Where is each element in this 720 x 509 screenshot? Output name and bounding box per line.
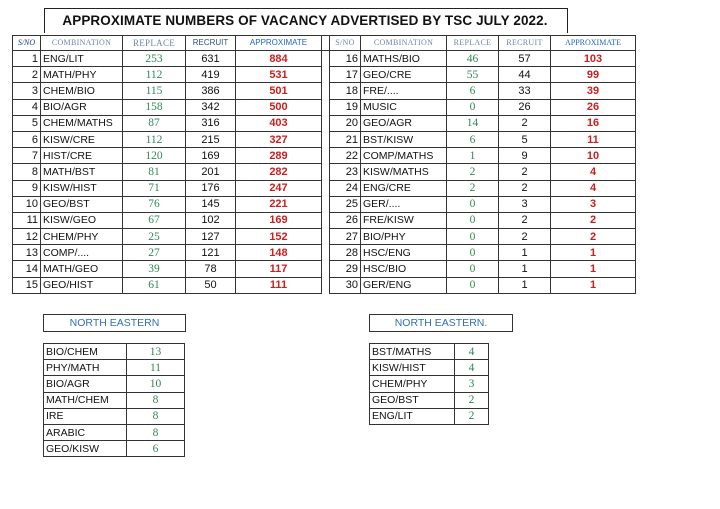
table-gap xyxy=(322,83,330,99)
recruit-cell: 2 xyxy=(499,115,551,131)
replace-cell: 2 xyxy=(447,180,499,196)
recruit-cell: 386 xyxy=(186,83,236,99)
replace-cell: 0 xyxy=(447,277,499,293)
replace-cell: 0 xyxy=(447,245,499,261)
replace-cell: 6 xyxy=(447,83,499,99)
approximate-cell: 1 xyxy=(551,261,636,277)
table-gap xyxy=(322,115,330,131)
replace-cell: 158 xyxy=(123,99,186,115)
recruit-cell: 44 xyxy=(499,67,551,83)
approximate-cell: 39 xyxy=(551,83,636,99)
combination-cell: HSC/ENG xyxy=(361,245,447,261)
vacancy-table-body xyxy=(13,51,636,294)
combination-cell: GEO/BST xyxy=(41,196,123,212)
vacancy-count-cell: 13 xyxy=(127,344,185,360)
header-approximate: APPROXIMATE xyxy=(236,36,322,51)
sno-cell: 6 xyxy=(13,131,41,147)
sno-cell: 25 xyxy=(330,196,361,212)
table-gap xyxy=(322,277,330,293)
header-sno-right: S/NO xyxy=(330,36,361,51)
subject-cell: BIO/CHEM xyxy=(44,344,127,360)
header-recruit: RECRUIT xyxy=(186,36,236,51)
recruit-cell: 33 xyxy=(499,83,551,99)
subject-cell: IRE xyxy=(44,408,127,424)
combination-cell: MATHS/BIO xyxy=(361,51,447,67)
combination-cell: HIST/CRE xyxy=(41,148,123,164)
replace-cell: 81 xyxy=(123,164,186,180)
approximate-cell: 501 xyxy=(236,83,322,99)
replace-cell: 25 xyxy=(123,229,186,245)
table-row xyxy=(13,51,636,67)
vacancy-count-cell: 6 xyxy=(127,441,185,457)
list-item xyxy=(44,424,185,440)
sno-cell: 5 xyxy=(13,115,41,131)
vacancy-count-cell: 2 xyxy=(455,392,489,408)
approximate-cell: 4 xyxy=(551,180,636,196)
recruit-cell: 342 xyxy=(186,99,236,115)
combination-cell: MATH/PHY xyxy=(41,67,123,83)
sno-cell: 8 xyxy=(13,164,41,180)
sno-cell: 9 xyxy=(13,180,41,196)
vacancy-count-cell: 8 xyxy=(127,424,185,440)
sno-cell: 11 xyxy=(13,212,41,228)
table-gap xyxy=(322,245,330,261)
header-replace: REPLACE xyxy=(123,36,186,51)
table-row xyxy=(13,212,636,228)
recruit-cell: 102 xyxy=(186,212,236,228)
header-sno: S/NO xyxy=(13,36,41,51)
combination-cell: ENG/CRE xyxy=(361,180,447,196)
combination-cell: MATH/BST xyxy=(41,164,123,180)
combination-cell: COMP/MATHS xyxy=(361,148,447,164)
sno-cell: 16 xyxy=(330,51,361,67)
table-row xyxy=(13,131,636,147)
combination-cell: BIO/PHY xyxy=(361,229,447,245)
table-gap xyxy=(322,196,330,212)
sno-cell: 4 xyxy=(13,99,41,115)
approximate-cell: 282 xyxy=(236,164,322,180)
recruit-cell: 127 xyxy=(186,229,236,245)
table-row xyxy=(13,229,636,245)
table-row xyxy=(13,261,636,277)
north-eastern-label-left: NORTH EASTERN xyxy=(43,314,186,332)
combination-cell: CHEM/MATHS xyxy=(41,115,123,131)
replace-cell: 0 xyxy=(447,196,499,212)
combination-cell: GER/.... xyxy=(361,196,447,212)
combination-cell: BST/KISW xyxy=(361,131,447,147)
sno-cell: 28 xyxy=(330,245,361,261)
list-item xyxy=(370,392,489,408)
vacancy-count-cell: 4 xyxy=(455,344,489,360)
table-row xyxy=(13,245,636,261)
table-row xyxy=(13,277,636,293)
replace-cell: 6 xyxy=(447,131,499,147)
recruit-cell: 176 xyxy=(186,180,236,196)
subject-cell: BIO/AGR xyxy=(44,376,127,392)
sno-cell: 3 xyxy=(13,83,41,99)
approximate-cell: 1 xyxy=(551,245,636,261)
table-row xyxy=(13,99,636,115)
replace-cell: 2 xyxy=(447,164,499,180)
sno-cell: 1 xyxy=(13,51,41,67)
list-item xyxy=(44,360,185,376)
replace-cell: 27 xyxy=(123,245,186,261)
recruit-cell: 121 xyxy=(186,245,236,261)
recruit-cell: 78 xyxy=(186,261,236,277)
recruit-cell: 2 xyxy=(499,164,551,180)
list-item xyxy=(370,408,489,424)
approximate-cell: 247 xyxy=(236,180,322,196)
recruit-cell: 5 xyxy=(499,131,551,147)
table-gap xyxy=(322,212,330,228)
list-item xyxy=(370,376,489,392)
combination-cell: GEO/HIST xyxy=(41,277,123,293)
recruit-cell: 3 xyxy=(499,196,551,212)
north-eastern-table-right xyxy=(369,343,489,425)
header-combination-right: COMBINATION xyxy=(361,36,447,51)
table-gap xyxy=(322,164,330,180)
replace-cell: 76 xyxy=(123,196,186,212)
replace-cell: 55 xyxy=(447,67,499,83)
sno-cell: 27 xyxy=(330,229,361,245)
recruit-cell: 9 xyxy=(499,148,551,164)
recruit-cell: 169 xyxy=(186,148,236,164)
combination-cell: BIO/AGR xyxy=(41,99,123,115)
recruit-cell: 1 xyxy=(499,261,551,277)
approximate-cell: 11 xyxy=(551,131,636,147)
vacancy-count-cell: 2 xyxy=(455,408,489,424)
replace-cell: 115 xyxy=(123,83,186,99)
subject-cell: KISW/HIST xyxy=(370,360,455,376)
combination-cell: KISW/GEO xyxy=(41,212,123,228)
approximate-cell: 148 xyxy=(236,245,322,261)
approximate-cell: 2 xyxy=(551,212,636,228)
table-row xyxy=(13,148,636,164)
subject-cell: MATH/CHEM xyxy=(44,392,127,408)
table-row xyxy=(13,67,636,83)
approximate-cell: 169 xyxy=(236,212,322,228)
sno-cell: 14 xyxy=(13,261,41,277)
replace-cell: 120 xyxy=(123,148,186,164)
list-item xyxy=(370,360,489,376)
north-eastern-table-left xyxy=(43,343,185,457)
sno-cell: 18 xyxy=(330,83,361,99)
sno-cell: 10 xyxy=(13,196,41,212)
combination-cell: HSC/BIO xyxy=(361,261,447,277)
replace-cell: 67 xyxy=(123,212,186,228)
approximate-cell: 117 xyxy=(236,261,322,277)
table-gap xyxy=(322,180,330,196)
combination-cell: KISW/CRE xyxy=(41,131,123,147)
combination-cell: COMP/.... xyxy=(41,245,123,261)
approximate-cell: 103 xyxy=(551,51,636,67)
table-row xyxy=(13,83,636,99)
table-row xyxy=(13,196,636,212)
replace-cell: 46 xyxy=(447,51,499,67)
table-gap xyxy=(322,51,330,67)
recruit-cell: 1 xyxy=(499,245,551,261)
replace-cell: 253 xyxy=(123,51,186,67)
table-row xyxy=(13,164,636,180)
combination-cell: FRE/.... xyxy=(361,83,447,99)
subject-cell: ENG/LIT xyxy=(370,408,455,424)
replace-cell: 112 xyxy=(123,67,186,83)
header-row xyxy=(13,36,636,51)
subject-cell: GEO/BST xyxy=(370,392,455,408)
recruit-cell: 145 xyxy=(186,196,236,212)
vacancy-count-cell: 10 xyxy=(127,376,185,392)
sno-cell: 22 xyxy=(330,148,361,164)
approximate-cell: 99 xyxy=(551,67,636,83)
table-gap xyxy=(322,36,330,51)
page-title: APPROXIMATE NUMBERS OF VACANCY ADVERTISED BY TSC JULY 2022. xyxy=(62,13,548,28)
recruit-cell: 1 xyxy=(499,277,551,293)
approximate-cell: 10 xyxy=(551,148,636,164)
subject-cell: BST/MATHS xyxy=(370,344,455,360)
recruit-cell: 2 xyxy=(499,229,551,245)
recruit-cell: 26 xyxy=(499,99,551,115)
combination-cell: GEO/CRE xyxy=(361,67,447,83)
replace-cell: 0 xyxy=(447,229,499,245)
approximate-cell: 531 xyxy=(236,67,322,83)
subject-cell: CHEM/PHY xyxy=(370,376,455,392)
list-item xyxy=(44,344,185,360)
recruit-cell: 50 xyxy=(186,277,236,293)
approximate-cell: 327 xyxy=(236,131,322,147)
recruit-cell: 2 xyxy=(499,212,551,228)
approximate-cell: 2 xyxy=(551,229,636,245)
sno-cell: 17 xyxy=(330,67,361,83)
sno-cell: 21 xyxy=(330,131,361,147)
combination-cell: FRE/KISW xyxy=(361,212,447,228)
sno-cell: 30 xyxy=(330,277,361,293)
table-gap xyxy=(322,67,330,83)
vacancy-count-cell: 8 xyxy=(127,392,185,408)
recruit-cell: 57 xyxy=(499,51,551,67)
combination-cell: CHEM/BIO xyxy=(41,83,123,99)
recruit-cell: 631 xyxy=(186,51,236,67)
north-eastern-label-right: NORTH EASTERN. xyxy=(369,314,513,332)
header-combination: COMBINATION xyxy=(41,36,123,51)
approximate-cell: 3 xyxy=(551,196,636,212)
replace-cell: 0 xyxy=(447,212,499,228)
sno-cell: 12 xyxy=(13,229,41,245)
table-gap xyxy=(322,229,330,245)
table-row xyxy=(13,115,636,131)
sno-cell: 23 xyxy=(330,164,361,180)
combination-cell: ENG/LIT xyxy=(41,51,123,67)
replace-cell: 1 xyxy=(447,148,499,164)
approximate-cell: 221 xyxy=(236,196,322,212)
combination-cell: MATH/GEO xyxy=(41,261,123,277)
replace-cell: 39 xyxy=(123,261,186,277)
approximate-cell: 500 xyxy=(236,99,322,115)
combination-cell: GER/ENG xyxy=(361,277,447,293)
combination-cell: MUSIC xyxy=(361,99,447,115)
vacancy-table xyxy=(12,35,636,294)
sno-cell: 20 xyxy=(330,115,361,131)
vacancy-count-cell: 3 xyxy=(455,376,489,392)
replace-cell: 71 xyxy=(123,180,186,196)
sno-cell: 13 xyxy=(13,245,41,261)
header-replace-right: REPLACE xyxy=(447,36,499,51)
recruit-cell: 215 xyxy=(186,131,236,147)
vacancy-count-cell: 8 xyxy=(127,408,185,424)
list-item xyxy=(44,408,185,424)
recruit-cell: 419 xyxy=(186,67,236,83)
sno-cell: 29 xyxy=(330,261,361,277)
subject-cell: GEO/KISW xyxy=(44,441,127,457)
approximate-cell: 403 xyxy=(236,115,322,131)
recruit-cell: 316 xyxy=(186,115,236,131)
table-gap xyxy=(322,131,330,147)
list-item xyxy=(44,441,185,457)
approximate-cell: 1 xyxy=(551,277,636,293)
replace-cell: 0 xyxy=(447,261,499,277)
sno-cell: 2 xyxy=(13,67,41,83)
subject-cell: ARABIC xyxy=(44,424,127,440)
table-gap xyxy=(322,261,330,277)
sno-cell: 24 xyxy=(330,180,361,196)
replace-cell: 87 xyxy=(123,115,186,131)
table-row xyxy=(13,180,636,196)
list-item xyxy=(44,376,185,392)
approximate-cell: 884 xyxy=(236,51,322,67)
approximate-cell: 289 xyxy=(236,148,322,164)
list-item xyxy=(370,344,489,360)
sno-cell: 7 xyxy=(13,148,41,164)
replace-cell: 14 xyxy=(447,115,499,131)
approximate-cell: 111 xyxy=(236,277,322,293)
combination-cell: GEO/AGR xyxy=(361,115,447,131)
header-recruit-right: RECRUIT xyxy=(499,36,551,51)
combination-cell: KISW/HIST xyxy=(41,180,123,196)
sno-cell: 26 xyxy=(330,212,361,228)
replace-cell: 112 xyxy=(123,131,186,147)
table-gap xyxy=(322,148,330,164)
approximate-cell: 152 xyxy=(236,229,322,245)
recruit-cell: 201 xyxy=(186,164,236,180)
header-approximate-right: APPROXIMATE xyxy=(551,36,636,51)
sno-cell: 15 xyxy=(13,277,41,293)
vacancy-count-cell: 11 xyxy=(127,360,185,376)
combination-cell: CHEM/PHY xyxy=(41,229,123,245)
combination-cell: KISW/MATHS xyxy=(361,164,447,180)
replace-cell: 0 xyxy=(447,99,499,115)
approximate-cell: 16 xyxy=(551,115,636,131)
recruit-cell: 2 xyxy=(499,180,551,196)
sno-cell: 19 xyxy=(330,99,361,115)
approximate-cell: 4 xyxy=(551,164,636,180)
approximate-cell: 26 xyxy=(551,99,636,115)
vacancy-count-cell: 4 xyxy=(455,360,489,376)
table-gap xyxy=(322,99,330,115)
subject-cell: PHY/MATH xyxy=(44,360,127,376)
list-item xyxy=(44,392,185,408)
replace-cell: 61 xyxy=(123,277,186,293)
